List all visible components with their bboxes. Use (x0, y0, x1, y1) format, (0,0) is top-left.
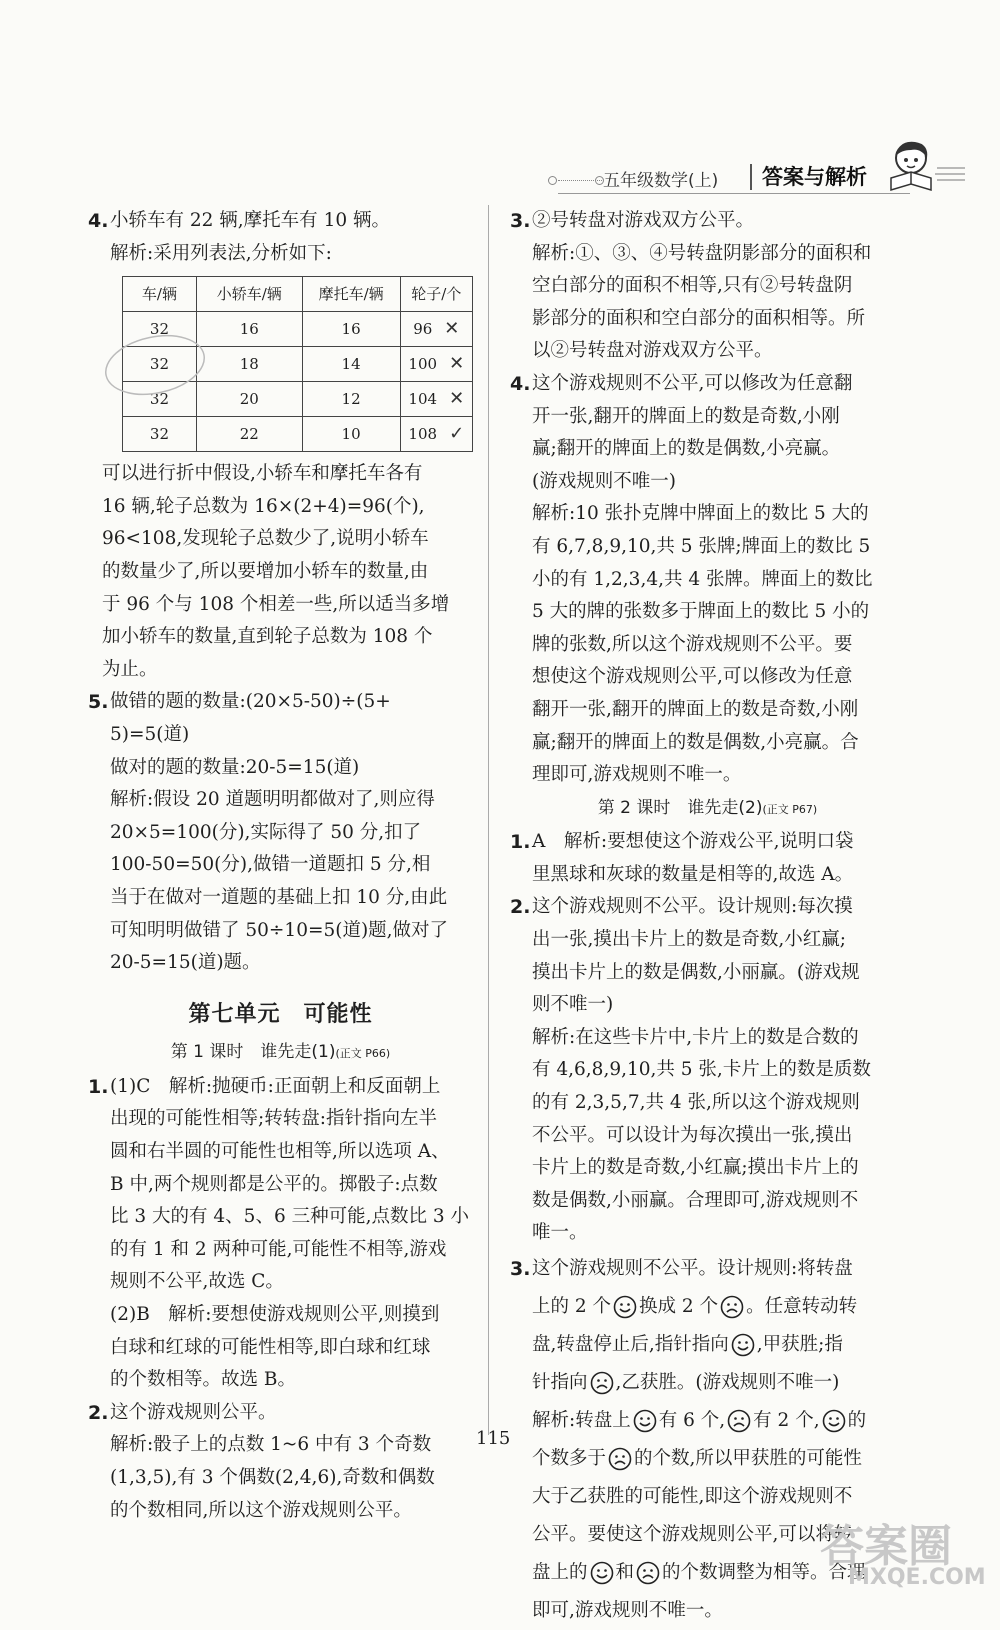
table-row (123, 417, 473, 452)
text-line: A 解析:要想使这个游戏公平,说明口袋 (532, 831, 854, 853)
wheel-count: 100 (408, 355, 438, 374)
text-line: 空白部分的面积不相等,只有②号转盘阴 (532, 275, 853, 297)
text-line: 做对的题的数量:20-5=15(道) (110, 756, 360, 778)
table-cell: 32 (123, 347, 197, 382)
text-line: 圆和右半圆的可能性也相等,所以选项 A、 (110, 1141, 450, 1163)
text-line: B 中,两个规则都是公平的。掷骰子:点数 (110, 1173, 438, 1195)
smiley-face-icon (590, 1561, 614, 1585)
text-line: 解析:假设 20 道题明明都做对了,则应得 (110, 789, 435, 811)
wheel-count: 104 (408, 390, 438, 409)
text-segment: 的个数,所以甲获胜的可能性 (634, 1448, 862, 1469)
table-cell: 10 (302, 417, 400, 452)
table-cell: 32 (123, 312, 197, 347)
check-mark-icon: ✓ (449, 423, 465, 445)
smiley-face-icon (613, 1295, 637, 1319)
table-cell (400, 347, 472, 382)
text-line: 这个游戏规则公平。 (110, 1401, 277, 1423)
text-line: 有 4,6,8,9,10,共 5 张,卡片上的数是质数 (532, 1059, 871, 1081)
site-watermark-url: MXQE.COM (848, 1565, 986, 1590)
q4-analysis-intro: 解析:采用列表法,分析如下: (110, 242, 332, 264)
text-line: 开一张,翻开的牌面上的数是奇数,小刚 (532, 405, 840, 427)
text-line: 牌的张数,所以这个游戏规则不公平。要 (532, 633, 853, 655)
sad-face-icon (720, 1295, 744, 1319)
sad-face-icon (636, 1561, 660, 1585)
text-line: 影部分的面积和空白部分的面积相等。所 (532, 307, 866, 329)
text-segment: 。任意转动转 (746, 1296, 858, 1317)
text-segment: ,乙获胜。(游戏规则不唯一) (615, 1372, 840, 1393)
table-cell (400, 312, 472, 347)
text-line: 大于乙获胜的可能性,即这个游戏规则不 (532, 1486, 853, 1507)
page-reference: (正文 P67) (762, 802, 818, 816)
text-line: 96<108,发现轮子总数少了,说明小轿车 (102, 528, 429, 550)
stamp-watermark-icon (100, 330, 210, 400)
text-line: 小的有 1,2,3,4,共 4 张牌。牌面上的数比 (532, 568, 873, 590)
text-line: 理即可,游戏规则不唯一。 (532, 764, 742, 786)
header-rule (558, 193, 910, 194)
text-line: 20-5=15(道)题。 (110, 952, 261, 974)
text-line: 公平。要使这个游戏规则公平,可以将转 (532, 1524, 853, 1545)
text-line: 100-50=50(分),做错一道题扣 5 分,相 (110, 854, 431, 876)
item-number: 3. (510, 1258, 531, 1280)
text-line: ②号转盘对游戏双方公平。 (532, 210, 755, 231)
table-cell: 32 (123, 417, 197, 452)
item-number: 1. (88, 1075, 109, 1098)
answer-s1 (88, 1071, 473, 1397)
answer-t2 (510, 891, 905, 1250)
text-line: 5)=5(道) (110, 723, 190, 745)
text-line: 的有 2,3,5,7,共 4 张,所以这个游戏规则 (532, 1092, 860, 1114)
table-cell: 12 (302, 382, 400, 417)
item-number: 1. (510, 831, 531, 854)
cross-mark-icon: ✕ (449, 353, 465, 375)
text-line: 于 96 个与 108 个相差一些,所以适当多增 (102, 593, 450, 615)
table-header-cell: 小轿车/辆 (196, 277, 302, 312)
text-line: 以②号转盘对游戏双方公平。 (532, 340, 773, 362)
text-segment: 和 (615, 1562, 635, 1583)
text-line: 这个游戏规则不公平,可以修改为任意翻 (532, 372, 853, 394)
text-line: 规则不公平,故选 C。 (110, 1271, 284, 1293)
text-line: 数是偶数,小丽赢。合理即可,游戏规则不 (532, 1189, 859, 1211)
site-watermark: 答案圈 (820, 1521, 952, 1572)
text-segment: ,甲获胜;指 (756, 1334, 843, 1355)
right-column (510, 205, 905, 1630)
answer-q5 (88, 686, 473, 979)
cross-mark-icon: ✕ (444, 318, 460, 340)
item-number: 5. (88, 691, 109, 714)
smiley-face-icon (822, 1409, 846, 1433)
reading-girl-mascot-icon (885, 138, 965, 194)
text-line: 翻开一张,翻开的牌面上的数是奇数,小刚 (532, 698, 859, 720)
answer-s4 (510, 368, 905, 792)
text-line: 即可,游戏规则不唯一。 (532, 1600, 723, 1621)
table-cell: 14 (302, 347, 400, 382)
text-line: 赢;翻开的牌面上的数是偶数,小亮赢。合 (532, 731, 859, 753)
text-line: 的数量少了,所以要增加小轿车的数量,由 (102, 560, 429, 582)
text-segment: 的 (847, 1410, 867, 1431)
table-cell: 32 (123, 382, 197, 417)
text-line: (游戏规则不唯一) (532, 470, 676, 492)
text-segment: 解析:转盘上 (532, 1410, 631, 1431)
text-segment: 个数多于 (532, 1448, 607, 1469)
lesson-title (88, 1036, 473, 1071)
text-line: 出一张,摸出卡片上的数是奇数,小红赢; (532, 929, 846, 951)
text-line: 16 辆,轮子总数为 16×(2+4)=96(个), (102, 495, 425, 517)
unit-title: 第七单元 可能性 (188, 1000, 373, 1027)
lesson-name: 第 2 课时 谁先走(2) (597, 797, 763, 818)
header-subtitle: 五年级数学(上) (603, 171, 719, 191)
text-segment: 有 2 个, (753, 1410, 820, 1431)
text-line: 摸出卡片上的数是偶数,小丽赢。(游戏规 (532, 961, 860, 983)
text-line: 5 大的牌的张数多于牌面上的数比 5 小的 (532, 601, 870, 623)
text-line: 解析:在这些卡片中,卡片上的数是合数的 (532, 1026, 859, 1048)
text-line: 解析:①、③、④号转盘阴影部分的面积和 (532, 242, 872, 264)
lesson-name: 第 1 课时 谁先走(1) (170, 1042, 336, 1063)
smiley-face-icon (633, 1409, 657, 1433)
text-segment: 换成 2 个 (639, 1296, 719, 1317)
cross-mark-icon: ✕ (449, 388, 465, 410)
text-segment: 针指向 (532, 1372, 588, 1393)
text-line: 比 3 大的有 4、5、6 三种可能,点数比 3 小 (110, 1206, 470, 1228)
table-cell: 18 (196, 347, 302, 382)
table-cell: 20 (196, 382, 302, 417)
text-line: 当于在做对一道题的基础上扣 10 分,由此 (110, 886, 448, 908)
text-line: 白球和红球的可能性相等,即白球和红球 (110, 1336, 431, 1358)
text-line: 唯一。 (532, 1222, 588, 1244)
text-segment: 盘上的 (532, 1562, 588, 1583)
column-divider (488, 205, 489, 1435)
header-title: 答案与解析 (762, 165, 867, 189)
page-number: 115 (476, 1428, 511, 1449)
text-line: 里黑球和灰球的数量是相等的,故选 A。 (532, 863, 854, 885)
text-line: (1,3,5),有 3 个偶数(2,4,6),奇数和偶数 (110, 1467, 435, 1488)
text-line: 加小轿车的数量,直到轮子总数为 108 个 (102, 626, 433, 648)
text-line: 做错的题的数量:(20×5-50)÷(5+ (110, 691, 391, 713)
text-line: 的个数相同,所以这个游戏规则公平。 (110, 1499, 412, 1521)
text-line: 的有 1 和 2 两种可能,可能性不相等,游戏 (110, 1238, 447, 1260)
answer-s2 (88, 1397, 473, 1527)
text-line: 卡片上的数是奇数,小红赢;摸出卡片上的 (532, 1157, 859, 1179)
page-reference: (正文 P66) (335, 1047, 391, 1061)
text-line (532, 1288, 905, 1326)
answer-t1 (510, 826, 905, 891)
header-divider (750, 164, 752, 190)
left-column (88, 205, 473, 1527)
smiley-face-icon (731, 1333, 755, 1357)
item-number: 4. (88, 210, 109, 232)
text-line: (2)B 解析:要想使游戏规则公平,则摸到 (110, 1304, 440, 1326)
lesson-title (510, 792, 905, 827)
wheel-count: 108 (408, 425, 438, 444)
text-segment: 的个数调整为相等。合理 (662, 1562, 866, 1583)
table-cell: 16 (196, 312, 302, 347)
table-cell: 22 (196, 417, 302, 452)
sad-face-icon (727, 1409, 751, 1433)
table-cell: 16 (302, 312, 400, 347)
header-ornament-icon (548, 176, 557, 185)
sad-face-icon (608, 1447, 632, 1471)
table-cell (400, 382, 472, 417)
sad-face-icon (590, 1371, 614, 1395)
text-line: 为止。 (102, 658, 158, 680)
text-segment: 有 6 个, (658, 1410, 726, 1431)
text-line: 有 6,7,8,9,10,共 5 张牌;牌面上的数比 5 (532, 535, 871, 557)
table-header-row (123, 277, 473, 312)
text-segment: 盘,转盘停止后,指针指向 (532, 1334, 729, 1355)
page-header (540, 150, 1000, 200)
table-header-cell: 摩托车/辆 (302, 277, 400, 312)
table-header-cell: 车/辆 (123, 277, 197, 312)
text-line: 解析:10 张扑克牌中牌面上的数比 5 大的 (532, 503, 869, 525)
text-line (532, 1440, 905, 1478)
text-line: (1)C 解析:抛硬币:正面朝上和反面朝上 (110, 1075, 441, 1097)
text-line: 想使这个游戏规则公平,可以修改为任意 (532, 666, 853, 688)
text-line: 不公平。可以设计为每次摸出一张,摸出 (532, 1124, 853, 1146)
text-line: 赢;翻开的牌面上的数是偶数,小亮赢。 (532, 438, 841, 460)
answer-s3 (510, 205, 905, 368)
table-header-cell: 轮子/个 (400, 277, 472, 312)
text-line: 这个游戏规则不公平。设计规则:将转盘 (532, 1258, 853, 1279)
item-number: 3. (510, 210, 531, 232)
text-line: 这个游戏规则不公平。设计规则:每次摸 (532, 896, 853, 918)
text-line (532, 1364, 905, 1402)
text-line: 的个数相等。故选 B。 (110, 1369, 296, 1391)
wheel-count: 96 (413, 320, 433, 339)
table-cell (400, 417, 472, 452)
text-line: 解析:骰子上的点数 1~6 中有 3 个奇数 (110, 1434, 432, 1456)
item-number: 2. (88, 1401, 109, 1424)
answer-q4 (88, 205, 473, 452)
text-segment: 上的 2 个 (532, 1296, 612, 1317)
text-line: 则不唯一) (532, 994, 614, 1016)
q4-answer: 小轿车有 22 辆,摩托车有 10 辆。 (110, 210, 390, 231)
text-line (532, 1402, 905, 1440)
text-line: 可知明明做错了 50÷10=5(道)题,做对了 (110, 919, 449, 941)
text-line: 出现的可能性相等;转转盘:指针指向左半 (110, 1108, 437, 1130)
item-number: 2. (510, 896, 531, 919)
q4-explanation (88, 458, 473, 686)
text-line: 可以进行折中假设,小轿车和摩托车各有 (102, 463, 423, 485)
item-number: 4. (510, 372, 531, 395)
text-line: 20×5=100(分),实际得了 50 分,扣了 (110, 821, 422, 843)
text-line (532, 1326, 905, 1364)
